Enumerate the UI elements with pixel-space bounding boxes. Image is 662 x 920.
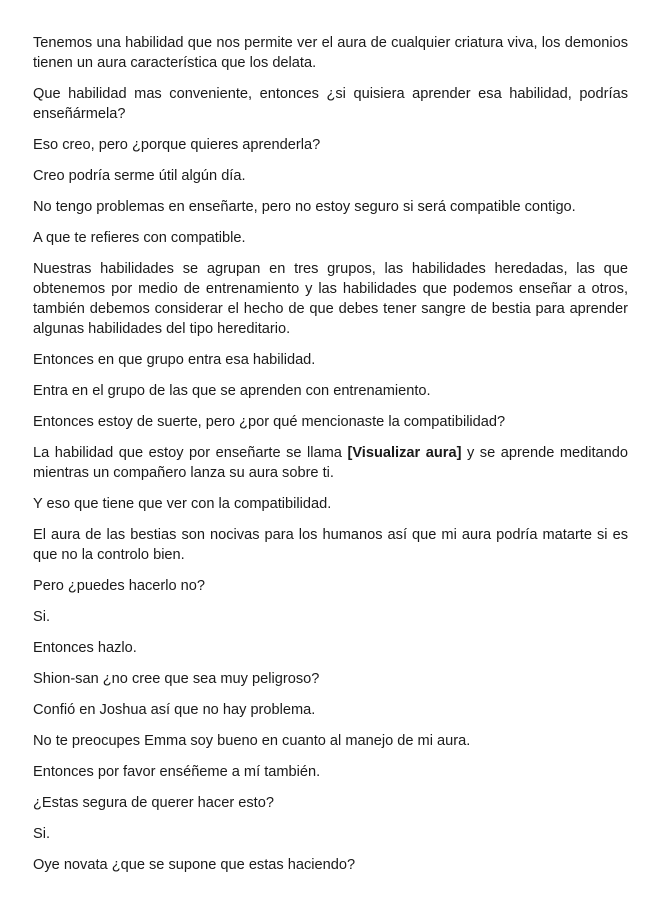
paragraph-1: Tenemos una habilidad que nos permite ver el aura de cualquier criatura viva, los demonios tienen un aura característica que los delata.: [33, 35, 628, 71]
paragraph-18: Confió en Joshua así que no hay problema.: [33, 702, 316, 718]
paragraph-16: Entonces hazlo.: [33, 640, 137, 656]
paragraph-4: Creo podría serme útil algún día.: [33, 168, 246, 184]
paragraph-11: [33, 443, 628, 483]
paragraph-7: Nuestras habilidades se agrupan en tres grupos, las habilidades heredadas, las que obtenemos por medio de entrenamiento y las habilidades que podemos enseñar a otros, también debemos considerar el hecho de que debes tener sangre de bestia para aprender algunas habilidades del tipo hereditario.: [33, 261, 628, 337]
paragraph-13: El aura de las bestias son nocivas para los humanos así que mi aura podría matarte si es que no la controlo bien.: [33, 527, 628, 563]
paragraph-23: Oye novata ¿que se supone que estas haciendo?: [33, 857, 356, 873]
skill-name: [Visualizar aura]: [347, 445, 462, 461]
paragraph-10: Entonces estoy de suerte, pero ¿por qué mencionaste la compatibilidad?: [33, 414, 506, 430]
paragraph-21: ¿Estas segura de querer hacer esto?: [33, 795, 274, 811]
paragraph-3: Eso creo, pero ¿porque quieres aprenderla?: [33, 137, 321, 153]
paragraph-20: Entonces por favor enséñeme a mí también.: [33, 764, 321, 780]
paragraph-5: No tengo problemas en enseñarte, pero no estoy seguro si será compatible contigo.: [33, 199, 576, 215]
paragraph-12: Y eso que tiene que ver con la compatibilidad.: [33, 496, 332, 512]
paragraph-17: Shion-san ¿no cree que sea muy peligroso?: [33, 671, 320, 687]
paragraph-11-before: La habilidad que estoy por enseñarte se llama: [33, 445, 348, 461]
paragraph-14: Pero ¿puedes hacerlo no?: [33, 578, 205, 594]
paragraph-9: Entra en el grupo de las que se aprenden con entrenamiento.: [33, 383, 431, 399]
paragraph-19: No te preocupes Emma soy bueno en cuanto al manejo de mi aura.: [33, 733, 471, 749]
paragraph-11-after: y se aprende meditando mientras un compañero lanza su aura sobre ti.: [33, 445, 628, 481]
paragraph-22: Si.: [33, 826, 51, 842]
paragraph-6: A que te refieres con compatible.: [33, 230, 246, 246]
paragraph-2: Que habilidad mas conveniente, entonces ¿si quisiera aprender esa habilidad, podrías enseñármela?: [33, 86, 628, 122]
paragraph-15: Si.: [33, 609, 51, 625]
paragraph-8: Entonces en que grupo entra esa habilidad.: [33, 352, 316, 368]
